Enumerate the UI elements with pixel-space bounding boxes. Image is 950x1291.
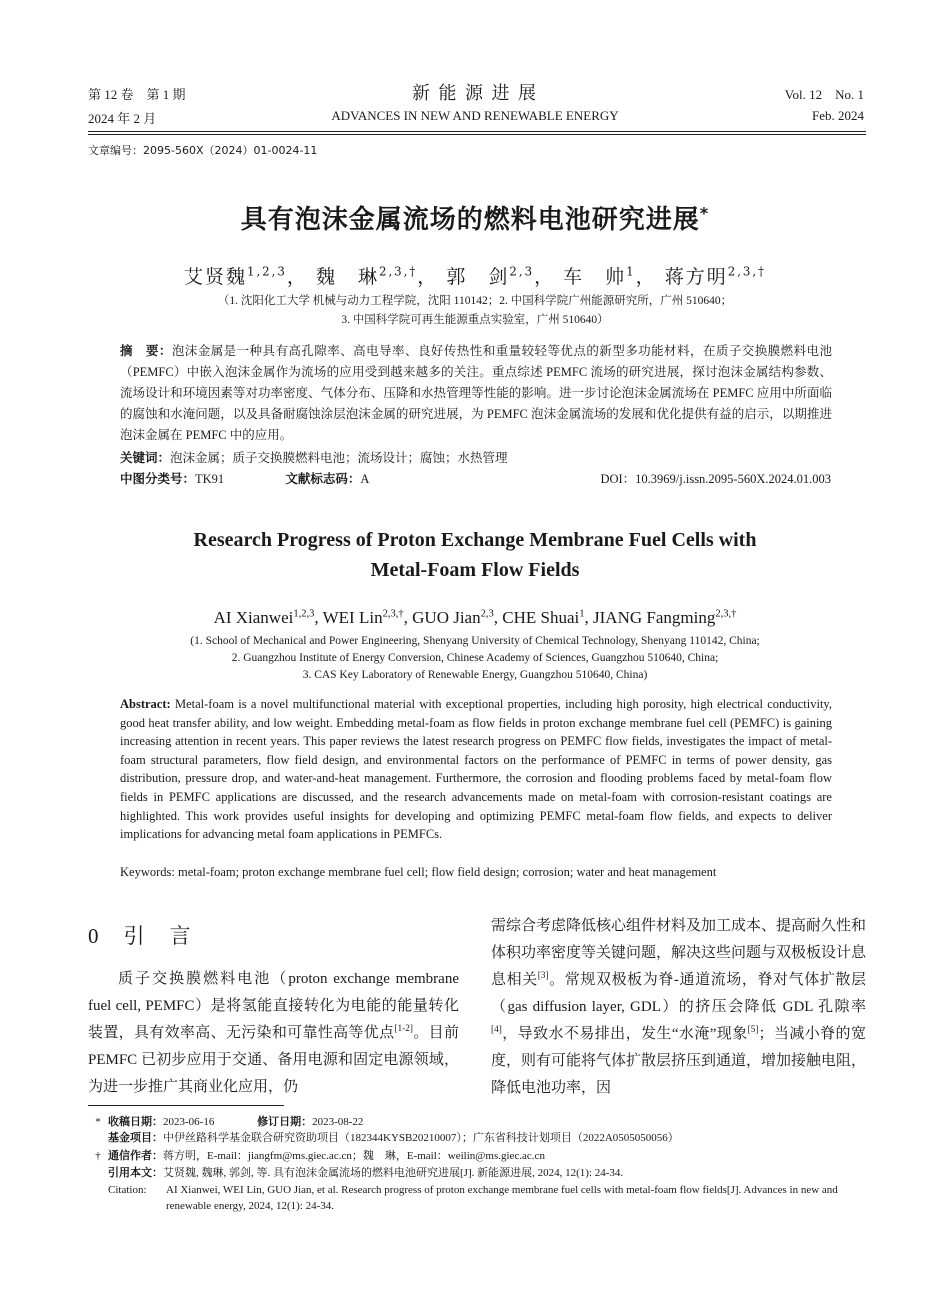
en-author: GUO Jian$^{2,3}$	[412, 608, 494, 627]
cn-author: 魏 琳$^{2,3,\dagger}$	[315, 264, 418, 288]
journal-name-en: ADVANCES IN NEW AND RENEWABLE ENERGY	[331, 108, 619, 123]
volume-issue: 第 12 卷 第 1 期	[88, 87, 186, 102]
footnote-cite-cn: 引用本文：艾贤魏, 魏琳, 郭剑, 等. 具有泡沫金属流场的燃料电池研究进展[J]. 新能源进展, 2024, 12(1): 24-34.	[108, 1167, 624, 1179]
vol-no-en: Vol. 12 No. 1	[784, 87, 864, 102]
footnote-dates: * 收稿日期：2023-06-16 修订日期：2023-08-22	[95, 1116, 364, 1128]
en-title-line-2: Metal-Foam Flow Fields	[370, 559, 580, 581]
en-authors: AI Xianwei$^{1,2,3}$, WEI Lin$^{2,3,\dagger}$, GUO Jian$^{2,3}$, CHE Shuai$^1$, JIANG Fangming$^{2,3,\dagger}$	[213, 608, 737, 627]
citation-label: Citation:	[108, 1184, 147, 1196]
cn-abstract: 摘 要：泡沫金属是一种具有高孔隙率、高电导率、良好传热性和重量较轻等优点的新型多功能材料，在质子交换膜燃料电池（PEMFC）中嵌入泡沫金属作为流场的应用受到越来越多的关注。重点综述 PEMFC 流场的研究进展，探讨泡沫金属结构参数、流场设计和环境因素等对功率密度、气体分布、压降和水热管理等性能的影响。进一步讨论泡沫金属流场在 PEMFC 应用中所面临的腐蚀和水淹问题，以及具备耐腐蚀涂层泡沫金属的研究进展，为 PEMFC 泡沫金属流场的发展和优化提供有益的启示，以期推进泡沫金属在 PEMFC 中的应用。	[120, 344, 832, 442]
cn-classification: 中图分类号：TK91 文献标志码：A	[120, 472, 370, 486]
en-affiliation-1: (1. School of Mechanical and Power Engineering, Shenyang University of Chemical Technology, Shenyang 110142, China;	[190, 635, 760, 647]
footnote-fund: 基金项目：中伊丝路科学基金联合研究资助项目（182344KYSB20210007）；广东省科技计划项目（2022A0505050056）	[108, 1132, 679, 1144]
en-author: JIANG Fangming$^{2,3,\dagger}$	[593, 608, 737, 627]
issue-date-cn: 2024 年 2 月	[88, 111, 157, 126]
footnote-citation	[108, 1182, 866, 1214]
en-keywords: Keywords: metal-foam; proton exchange membrane fuel cell; flow field design; corrosion; water and heat management	[120, 865, 717, 879]
issue-date-en: Feb. 2024	[812, 108, 864, 123]
article-number: 文章编号：2095-560X（2024）01-0024-11	[88, 144, 318, 157]
cn-author: 车 帅$^1$	[563, 264, 636, 288]
footnote-rule	[88, 1105, 284, 1106]
en-author: AI Xianwei$^{1,2,3}$	[213, 608, 315, 627]
cn-title: 具有泡沫金属流场的燃料电池研究进展*	[240, 203, 710, 235]
cn-authors: 艾贤魏$^{1,2,3}$， 魏 琳$^{2,3,\dagger}$， 郭 剑$^{2,3}$， 车 帅$^1$， 蒋方明$^{2,3,\dagger}$	[183, 264, 767, 288]
en-abstract: Abstract: Metal-foam is a novel multifunctional material with exceptional properties, including high porosity, high electrical conductivity, good heat transfer ability, and low weight. Embedding metal-foam as flow fields in proton exchange membrane fuel cell (PEMFC) is gaining increasing attention in recent years. This paper reviews the latest research progress on PEMFC flow fields, investigates the impact of metal-foam structural parameters, flow field design, and environmental factors on the performance of PEMFC in terms of power density, gas distribution, pressure drop, and water-and-heat management. Furthermore, the corrosion and flooding problems faced by metal-foam flow fields in PEMFC applications are discussed, and the research advancements made on metal-foam with corrosion-resistant coatings are highlighted. This work provides useful insights for developing and optimizing PEMFC metal-foam flow fields, and expects to deliver implications for advancing metal foam applications in PEMFCs.	[120, 697, 832, 842]
cn-affiliation-2: 3. 中国科学院可再生能源重点实验室，广州 510640）	[341, 314, 609, 326]
en-affiliation-2: 2. Guangzhou Institute of Energy Conversion, Chinese Academy of Sciences, Guangzhou 510640, China;	[231, 652, 719, 664]
journal-name-cn: 新 能 源 进 展	[412, 83, 538, 103]
en-author: WEI Lin$^{2,3,\dagger}$	[322, 608, 404, 627]
header-rule-1	[88, 131, 866, 132]
left-column-paragraph: 质子交换膜燃料电池（proton exchange membrane fuel cell, PEMFC）是将氢能直接转化为电能的能量转化装置，具有效率高、无污染和可靠性高等优点[1-2]。目前 PEMFC 已初步应用于交通、备用电源和固定电源领域，为进一步推广其商业化应用，仍	[88, 971, 459, 1095]
en-author: CHE Shuai$^1$	[502, 608, 585, 627]
cn-author: 蒋方明$^{2,3,\dagger}$	[664, 264, 767, 288]
cn-keywords: 关键词：泡沫金属；质子交换膜燃料电池；流场设计；腐蚀；水热管理	[120, 451, 508, 465]
doi: DOI：10.3969/j.issn.2095-560X.2024.01.003	[600, 472, 831, 486]
cn-author: 郭 剑$^{2,3}$	[446, 264, 535, 288]
header-rule-2	[88, 134, 866, 135]
en-affiliation-3: 3. CAS Key Laboratory of Renewable Energy, Guangzhou 510640, China)	[302, 669, 648, 681]
en-title-line-1: Research Progress of Proton Exchange Membrane Fuel Cells with	[193, 529, 757, 551]
cn-affiliation-1: （1. 沈阳化工大学 机械与动力工程学院，沈阳 110142；2. 中国科学院广州能源研究所，广州 510640；	[217, 295, 733, 307]
cn-author: 艾贤魏$^{1,2,3}$	[183, 264, 287, 288]
right-column-paragraph: 需综合考虑降低核心组件材料及加工成本、提高耐久性和体积功率密度等关键问题，解决这些问题与双极板设计息息相关[3]。常规双极板为脊-通道流场，脊对气体扩散层（gas diffusion layer, GDL）的挤压会降低 GDL 孔隙率[4]，导致水不易排出，发生“水淹”现象[5]；当减小脊的宽度，则有可能将气体扩散层挤压到通道，增加接触电阻，降低电池功率，因	[491, 918, 867, 1096]
citation-text: AI Xianwei, WEI Lin, GUO Jian, et al. Research progress of proton exchange membrane fuel cells with metal-foam flow fields[J]. Advances in new and renewable energy, 2024, 12(1): 24-34.	[166, 1184, 838, 1212]
section-heading: 0 引 言	[88, 924, 193, 948]
footnote-correspondence: † 通信作者：蒋方明，E-mail：jiangfm@ms.giec.ac.cn；魏 琳，E-mail：weilin@ms.giec.ac.cn	[95, 1150, 545, 1162]
